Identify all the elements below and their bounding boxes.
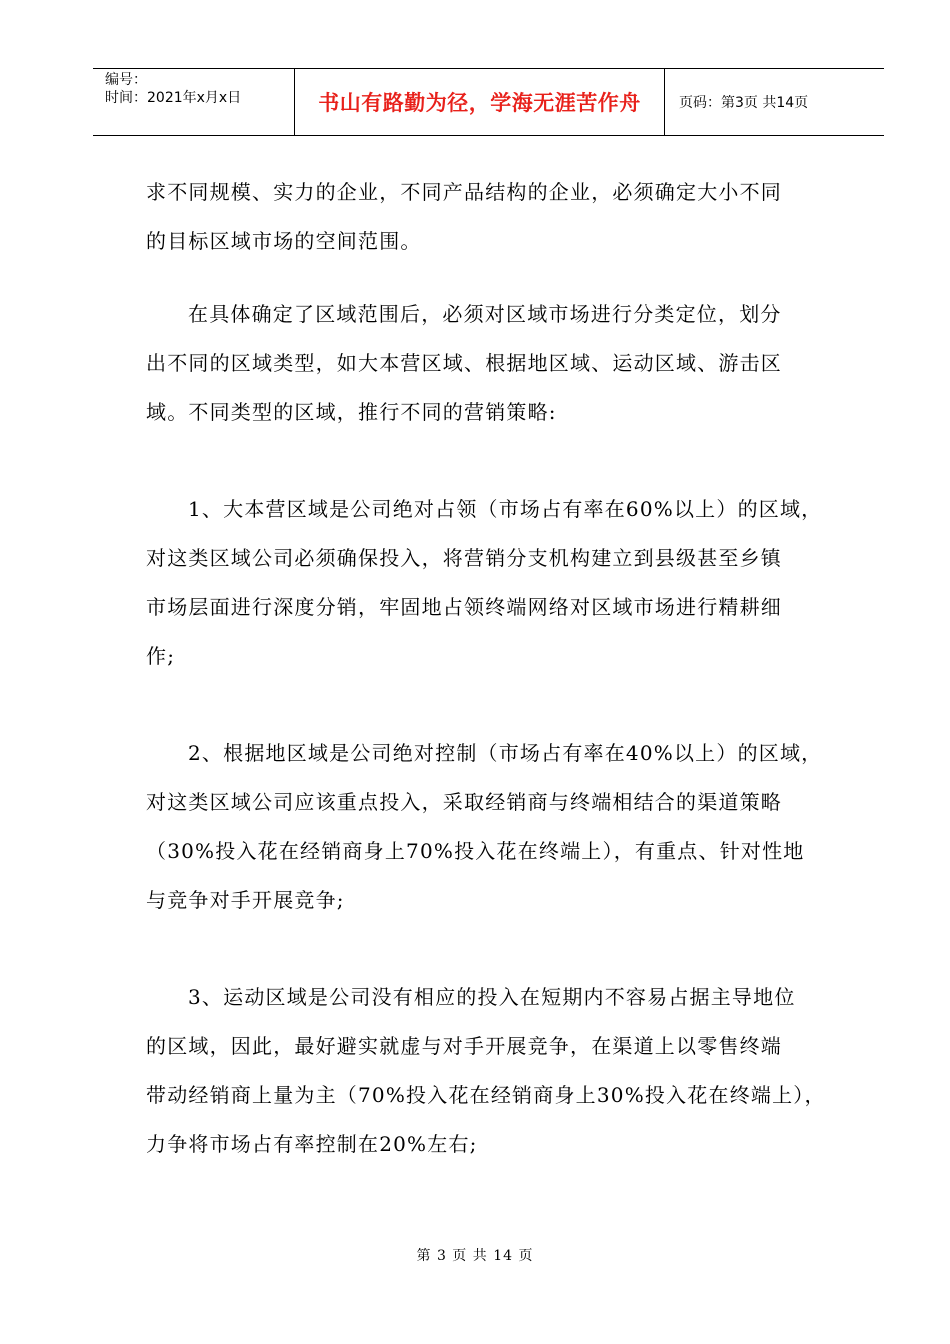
document-header (93, 68, 884, 136)
body-line: 对这类区域公司应该重点投入，采取经销商与终端相结合的渠道策略 (146, 790, 782, 814)
body-line: 2、根据地区域是公司绝对控制（市场占有率在40%以上）的区域， (188, 741, 823, 765)
body-line: 市场层面进行深度分销，牢固地占领终端网络对区域市场进行精耕细 (146, 595, 782, 619)
body-line: 1、大本营区域是公司绝对占领（市场占有率在60%以上）的区域， (188, 497, 823, 521)
body-line: 出不同的区域类型，如大本营区域、根据地区域、运动区域、游击区 (146, 351, 782, 375)
body-line: 对这类区域公司必须确保投入，将营销分支机构建立到县级甚至乡镇 (146, 546, 782, 570)
page-footer: 第 3 页 共 14 页 (416, 1248, 534, 1264)
time-label: 时间：2021年x月x日 (105, 90, 242, 106)
body-line: 作; (146, 644, 176, 668)
body-line: 力争将市场占有率控制在20%左右; (146, 1132, 478, 1156)
body-line: （30%投入花在经销商身上70%投入花在终端上），有重点、针对性地 (146, 839, 805, 863)
number-label: 编号： (105, 72, 147, 88)
body-line: 的区域，因此，最好避实就虚与对手开展竞争，在渠道上以零售终端 (146, 1034, 782, 1058)
body-line: 的目标区域市场的空间范围。 (146, 229, 422, 253)
body-line: 在具体确定了区域范围后，必须对区域市场进行分类定位，划分 (188, 302, 782, 326)
header-page-info: 页码：第3页 共14页 (679, 95, 809, 111)
header-motto: 书山有路勤为径，学海无涯苦作舟 (295, 69, 665, 135)
body-line: 求不同规模、实力的企业，不同产品结构的企业，必须确定大小不同 (146, 180, 782, 204)
body-line: 与竞争对手开展竞争; (146, 888, 345, 912)
body-line: 带动经销商上量为主（70%投入花在经销商身上30%投入花在终端上）， (146, 1083, 826, 1107)
document-body (146, 168, 826, 1169)
header-meta (93, 69, 295, 135)
body-line: 域。不同类型的区域，推行不同的营销策略: (146, 400, 557, 424)
body-line: 3、运动区域是公司没有相应的投入在短期内不容易占据主导地位 (188, 985, 796, 1009)
